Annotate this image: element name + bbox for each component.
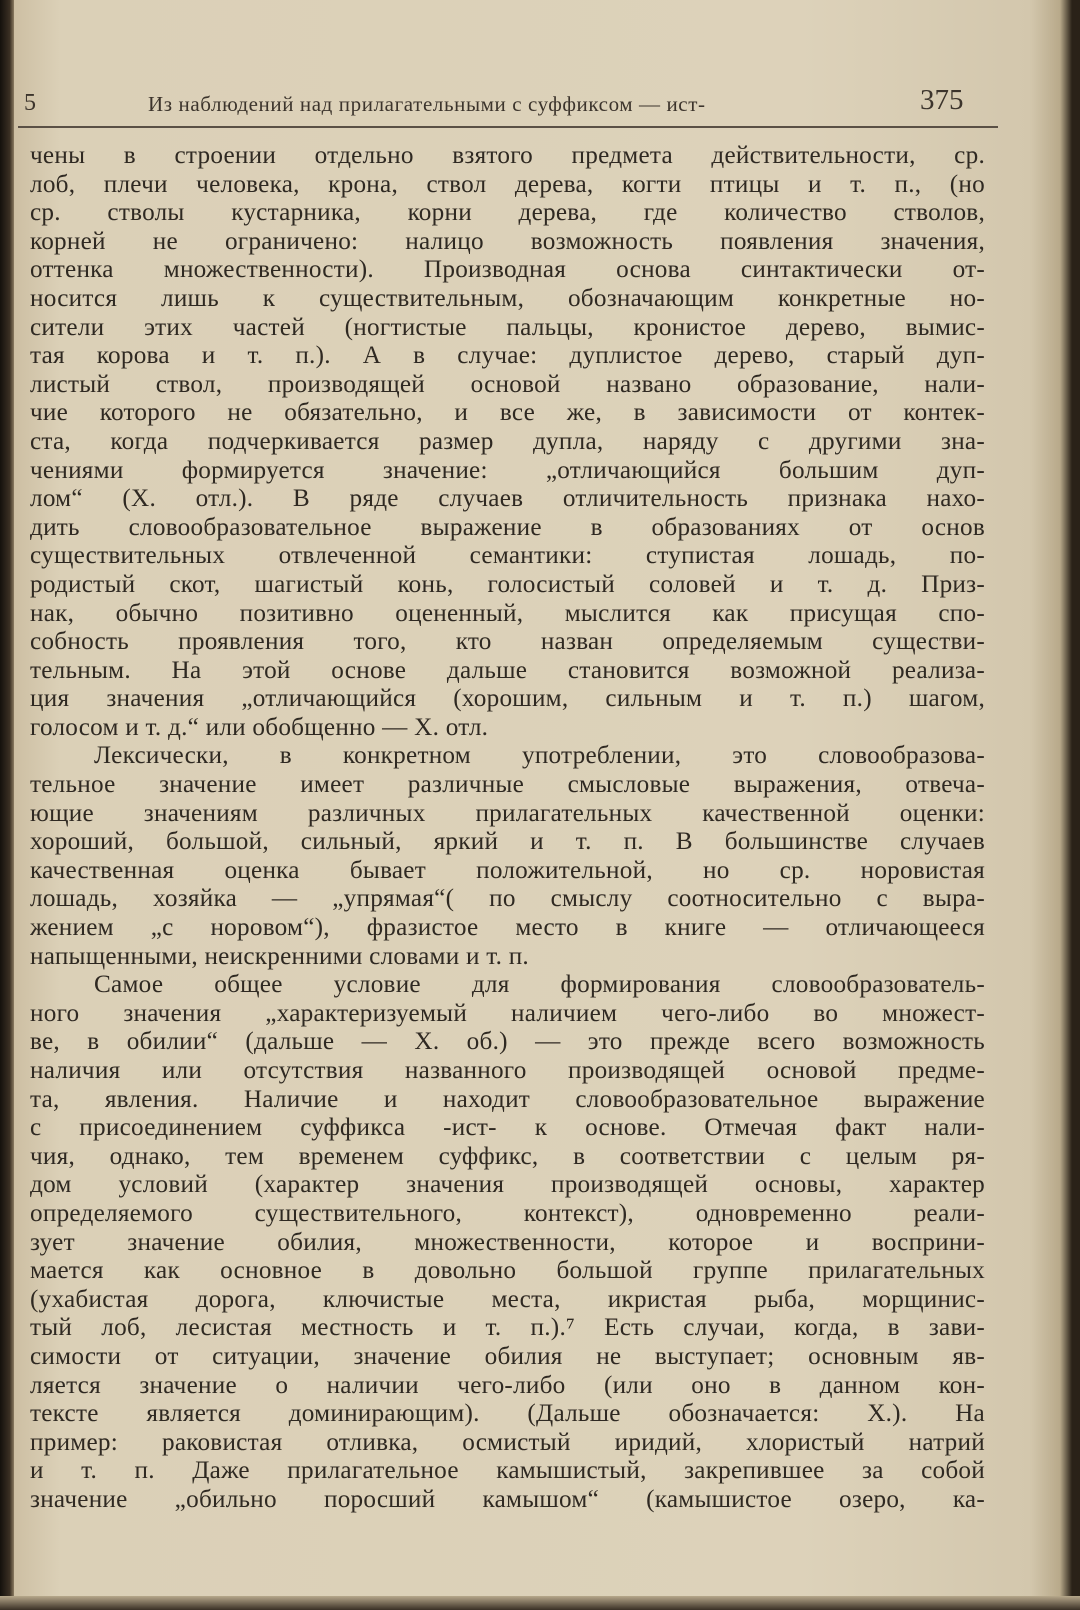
text-line: чены в строении отдельно взятого предмета действительности, ср. (30, 142, 985, 169)
text-line: тельным. На этой основе дальше становится возможной реализа- (30, 656, 985, 684)
body-text (30, 142, 985, 1515)
running-title: Из наблюдений над прилагательными с суффиксом — ист- (148, 92, 706, 116)
text-line: симости от ситуации, значение обилия не выступает; основным яв- (30, 1342, 985, 1370)
text-line: жением „с норовом“), фразистое место в книге — отличающееся (30, 914, 985, 942)
text-line: Лексически, в конкретном употреблении, это словообразова- (94, 742, 985, 770)
text-line: наличия или отсутствия названного производящей основой предме- (30, 1057, 985, 1084)
previous-page-number: 5 (24, 90, 36, 116)
text-line: лоб, плечи человека, крона, ствол дерева, когти птицы и т. п., (но (30, 170, 985, 198)
text-line: лом“ (Х. отл.). В ряде случаев отличительность признака нахо- (30, 485, 985, 513)
text-line: существительных отвлеченной семантики: ступистая лошадь, по- (30, 542, 985, 570)
page-number: 375 (920, 84, 964, 116)
text-line: ве, в обилии“ (дальше — Х. об.) — это прежде всего возможность (30, 1028, 985, 1056)
text-line: пример: раковистая отливка, осмистый иридий, хлористый натрий (30, 1428, 985, 1456)
text-line: с присоединением суффикса -ист- к основе. Отмечая факт нали- (30, 1114, 985, 1142)
text-line: листый ствол, производящей основой названо образование, нали- (30, 370, 985, 398)
header-rule (18, 126, 998, 128)
text-line: носится лишь к существительным, обозначающим конкретные но- (30, 284, 985, 312)
page-header (18, 78, 1018, 124)
text-line: сители этих частей (ногтистые пальцы, кронистое дерево, вымис- (30, 313, 985, 341)
text-line: чениями формируется значение: „отличающийся большим дуп- (30, 456, 985, 484)
page-bottom-edge (0, 1596, 1080, 1610)
text-line: тый лоб, лесистая местность и т. п.).⁷ Есть случаи, когда, в зави- (30, 1314, 985, 1342)
text-line: определяемого существительного, контекст), одновременно реали- (30, 1199, 985, 1227)
text-line: ср. стволы кустарника, корни дерева, где количество стволов, (30, 199, 985, 227)
text-line: и т. п. Даже прилагательное камышистый, закрепившее за собой (30, 1457, 985, 1485)
text-line: хороший, большой, сильный, яркий и т. п. В большинстве случаев (30, 828, 985, 856)
text-line: ющие значениям различных прилагательных качественной оценки: (30, 799, 985, 827)
text-line: напыщенными, неискренними словами и т. п. (30, 942, 529, 970)
text-line: тексте является доминирающим). (Дальше обозначается: Х.). На (30, 1400, 985, 1428)
text-line: чие которого не обязательно, и все же, в зависимости от контек- (30, 399, 985, 427)
text-line: та, явления. Наличие и находит словообразовательное выражение (30, 1085, 985, 1113)
text-line: голосом и т. д.“ или обобщенно — Х. отл. (30, 713, 489, 741)
text-line: собность проявления того, кто назван определяемым существи- (30, 628, 985, 656)
text-line: (ухабистая дорога, ключистые места, икристая рыба, морщинис- (30, 1285, 985, 1313)
text-line: родистый скот, шагистый конь, голосистый соловей и т. д. Приз- (30, 570, 985, 598)
text-line: ция значения „отличающийся (хорошим, сильным и т. п.) шагом, (30, 685, 985, 713)
text-line: дить словообразовательное выражение в образованиях от основ (30, 513, 985, 541)
text-line: Самое общее условие для формирования словообразователь- (94, 971, 985, 999)
text-line: зует значение обилия, множественности, которое и восприни- (30, 1228, 985, 1256)
text-line: лошадь, хозяйка — „упрямая“( по смыслу соотносительно с выра- (30, 885, 985, 913)
text-line: чия, однако, тем временем суффикс, в соответствии с целым ря- (30, 1142, 985, 1170)
text-line: нак, обычно позитивно оцененный, мыслится как присущая спо- (30, 599, 985, 627)
text-line: тая корова и т. п.). А в случае: дуплистое дерево, старый дуп- (30, 342, 985, 370)
text-line: ста, когда подчеркивается размер дупла, наряду с другими зна- (30, 427, 985, 455)
text-line: значение „обильно поросший камышом“ (камышистое озеро, ка- (30, 1485, 985, 1513)
text-line: корней не ограничено: налицо возможность появления значения, (30, 227, 985, 255)
text-line: тельное значение имеет различные смысловые выражения, отвеча- (30, 771, 985, 799)
text-line: качественная оценка бывает положительной, но ср. норовистая (30, 856, 985, 884)
text-line: оттенка множественности). Производная основа синтактически от- (30, 256, 985, 284)
text-line: дом условий (характер значения производящей основы, характер (30, 1171, 985, 1199)
text-line: мается как основное в довольно большой группе прилагательных (30, 1257, 985, 1285)
book-spine (0, 0, 14, 1610)
text-line: ного значения „характеризуемый наличием чего-либо во множест- (30, 999, 985, 1027)
text-line: ляется значение о наличии чего-либо (или оно в данном кон- (30, 1371, 985, 1399)
